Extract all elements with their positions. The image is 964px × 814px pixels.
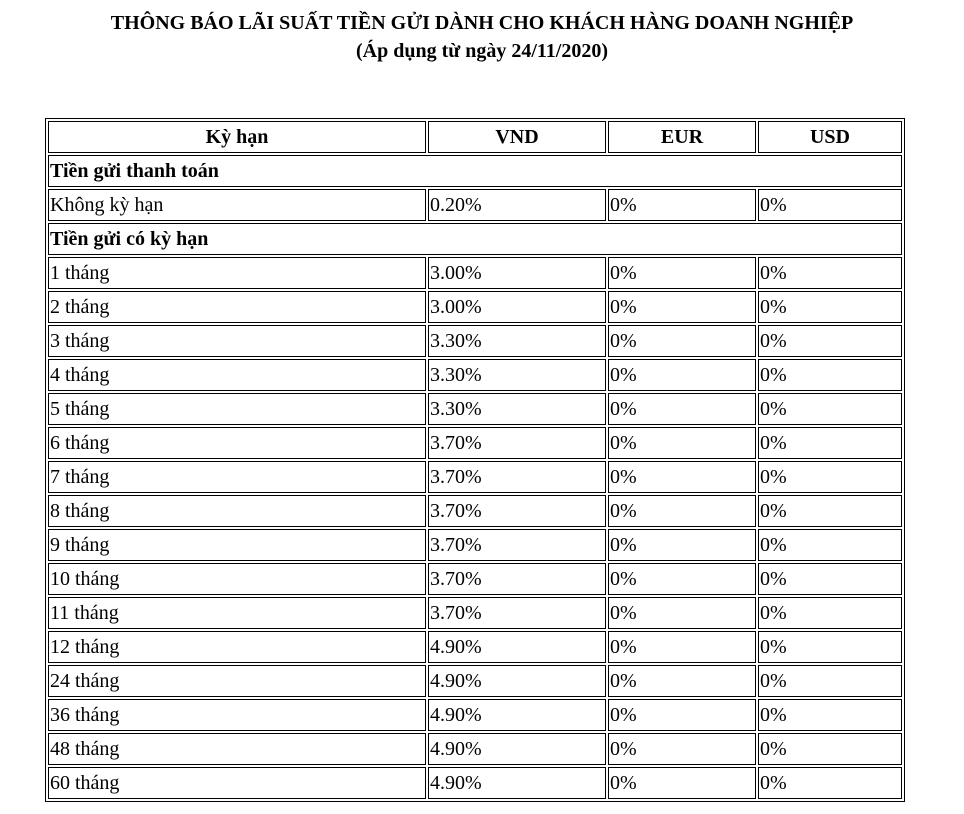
eur-rate-cell: 0% (608, 597, 756, 629)
section-row-payment (48, 155, 902, 187)
eur-rate-cell: 0% (608, 631, 756, 663)
eur-rate-cell: 0% (608, 257, 756, 289)
eur-rate-cell: 0% (608, 767, 756, 799)
term-cell: 6 tháng (48, 427, 426, 459)
vnd-rate-cell: 3.30% (428, 359, 606, 391)
page-subtitle: (Áp dụng từ ngày 24/11/2020) (355, 40, 609, 62)
table-row (48, 393, 902, 425)
term-cell: 4 tháng (48, 359, 426, 391)
table-row (48, 461, 902, 493)
eur-rate-cell: 0% (608, 529, 756, 561)
table-row (48, 189, 902, 221)
usd-rate-cell: 0% (758, 189, 902, 221)
term-cell: 24 tháng (48, 665, 426, 697)
table-row (48, 597, 902, 629)
term-cell: Không kỳ hạn (48, 189, 426, 221)
table-row (48, 529, 902, 561)
table-row (48, 665, 902, 697)
eur-rate-cell: 0% (608, 359, 756, 391)
section-row-term (48, 223, 902, 255)
table-header-row (48, 121, 902, 153)
term-cell: 3 tháng (48, 325, 426, 357)
usd-rate-cell: 0% (758, 631, 902, 663)
vnd-rate-cell: 3.70% (428, 461, 606, 493)
term-cell: 5 tháng (48, 393, 426, 425)
term-cell: 12 tháng (48, 631, 426, 663)
eur-rate-cell: 0% (608, 291, 756, 323)
table-row (48, 291, 902, 323)
vnd-rate-cell: 4.90% (428, 767, 606, 799)
table-row (48, 427, 902, 459)
header-usd: USD (758, 121, 902, 153)
term-rows (48, 257, 902, 799)
term-cell: 48 tháng (48, 733, 426, 765)
term-cell: 11 tháng (48, 597, 426, 629)
table-row (48, 359, 902, 391)
usd-rate-cell: 0% (758, 393, 902, 425)
eur-rate-cell: 0% (608, 665, 756, 697)
header-term: Kỳ hạn (48, 121, 426, 153)
vnd-rate-cell: 3.70% (428, 597, 606, 629)
vnd-rate-cell: 4.90% (428, 699, 606, 731)
vnd-rate-cell: 3.70% (428, 495, 606, 527)
table-row (48, 257, 902, 289)
section-payment-deposit: Tiền gửi thanh toán (48, 155, 902, 187)
page-title: THÔNG BÁO LÃI SUẤT TIỀN GỬI DÀNH CHO KHÁCH HÀNG DOANH NGHIỆP (110, 12, 854, 34)
usd-rate-cell: 0% (758, 495, 902, 527)
vnd-rate-cell: 4.90% (428, 631, 606, 663)
usd-rate-cell: 0% (758, 257, 902, 289)
interest-rate-table (45, 118, 905, 802)
header-eur: EUR (608, 121, 756, 153)
term-cell: 36 tháng (48, 699, 426, 731)
usd-rate-cell: 0% (758, 427, 902, 459)
vnd-rate-cell: 0.20% (428, 189, 606, 221)
vnd-rate-cell: 3.00% (428, 257, 606, 289)
eur-rate-cell: 0% (608, 325, 756, 357)
term-cell: 60 tháng (48, 767, 426, 799)
vnd-rate-cell: 4.90% (428, 733, 606, 765)
vnd-rate-cell: 3.30% (428, 325, 606, 357)
table-row (48, 325, 902, 357)
usd-rate-cell: 0% (758, 325, 902, 357)
usd-rate-cell: 0% (758, 461, 902, 493)
usd-rate-cell: 0% (758, 291, 902, 323)
usd-rate-cell: 0% (758, 767, 902, 799)
usd-rate-cell: 0% (758, 733, 902, 765)
eur-rate-cell: 0% (608, 393, 756, 425)
table-row (48, 563, 902, 595)
term-cell: 2 tháng (48, 291, 426, 323)
eur-rate-cell: 0% (608, 461, 756, 493)
table-row (48, 631, 902, 663)
eur-rate-cell: 0% (608, 733, 756, 765)
table-row (48, 495, 902, 527)
table-row (48, 733, 902, 765)
eur-rate-cell: 0% (608, 563, 756, 595)
term-cell: 1 tháng (48, 257, 426, 289)
usd-rate-cell: 0% (758, 563, 902, 595)
eur-rate-cell: 0% (608, 427, 756, 459)
header-vnd: VND (428, 121, 606, 153)
usd-rate-cell: 0% (758, 359, 902, 391)
table-row (48, 699, 902, 731)
vnd-rate-cell: 3.70% (428, 529, 606, 561)
vnd-rate-cell: 3.70% (428, 563, 606, 595)
eur-rate-cell: 0% (608, 189, 756, 221)
table-row (48, 767, 902, 799)
vnd-rate-cell: 3.30% (428, 393, 606, 425)
section-term-deposit: Tiền gửi có kỳ hạn (48, 223, 902, 255)
term-cell: 7 tháng (48, 461, 426, 493)
vnd-rate-cell: 4.90% (428, 665, 606, 697)
term-cell: 9 tháng (48, 529, 426, 561)
eur-rate-cell: 0% (608, 495, 756, 527)
term-cell: 10 tháng (48, 563, 426, 595)
eur-rate-cell: 0% (608, 699, 756, 731)
usd-rate-cell: 0% (758, 529, 902, 561)
vnd-rate-cell: 3.00% (428, 291, 606, 323)
term-cell: 8 tháng (48, 495, 426, 527)
vnd-rate-cell: 3.70% (428, 427, 606, 459)
usd-rate-cell: 0% (758, 597, 902, 629)
usd-rate-cell: 0% (758, 665, 902, 697)
usd-rate-cell: 0% (758, 699, 902, 731)
